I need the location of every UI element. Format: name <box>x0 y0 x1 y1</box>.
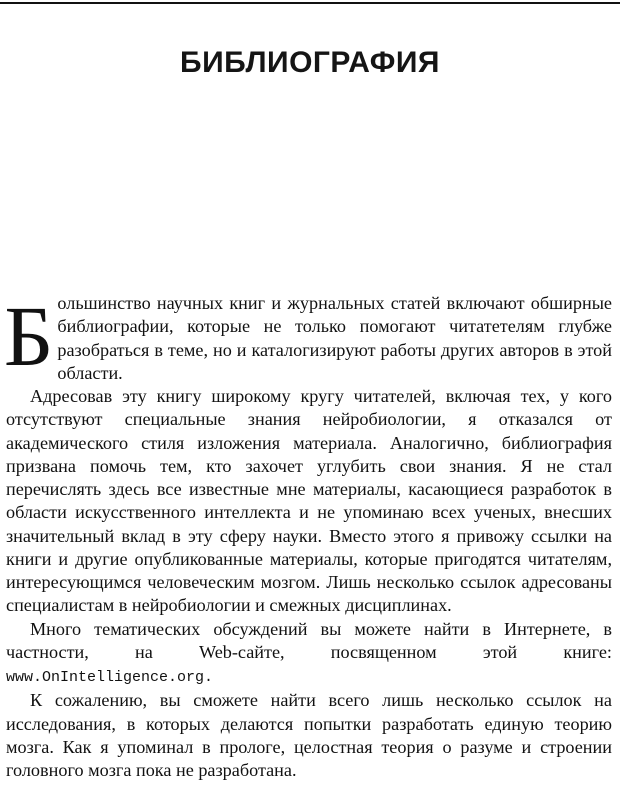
chapter-title: БИБЛИОГРАФИЯ <box>180 46 440 79</box>
paragraph-3 <box>6 618 612 690</box>
paragraph-3-text: Много тематических обсуждений вы можете найти в Интернете, в частности, на Web-сайте, посвященном этой книге: <box>6 618 612 662</box>
paragraph-1 <box>4 288 612 385</box>
drop-cap: Б <box>4 288 54 384</box>
paragraph-1-text: ольшинство научных книг и журнальных статей включают обширные библиографии, которые не только помогают читатетелям глубже разобраться в теме, но и каталогизируют работы других авторов в этой области. <box>57 293 612 383</box>
body-text <box>4 288 612 782</box>
website-url: www.OnIntelligence.org. <box>6 669 214 686</box>
top-rule <box>0 2 620 4</box>
paragraph-2: Адресовав эту книгу широкому кругу читателей, включая тех, у кого отсутствуют специальные знания нейробиологии, я отказался от академического стиля изложения материала. Аналогично, библиография призвана помочь тем, кто захочет углубить свои знания. Я не стал перечислять здесь все известные мне материалы, касающиеся разработок в области искусственного интеллекта и не упоминаю всех ученых, внесших значительный вклад в эту сферу науки. Вместо этого я привожу ссылки на книги и другие опубликованные материалы, которые пригодятся читателям, интересующимся человеческим мозгом. Лишь несколько ссылок адресованы специалистам в нейробиологии и смежных дисциплинах. <box>6 386 612 616</box>
paragraph-4: К сожалению, вы сможете найти всего лишь несколько ссылок на исследования, в которых делаются попытки разработать единую теорию мозга. Как я упоминал в прологе, целостная теория о разуме и строении головного мозга пока не разработана. <box>6 690 612 780</box>
